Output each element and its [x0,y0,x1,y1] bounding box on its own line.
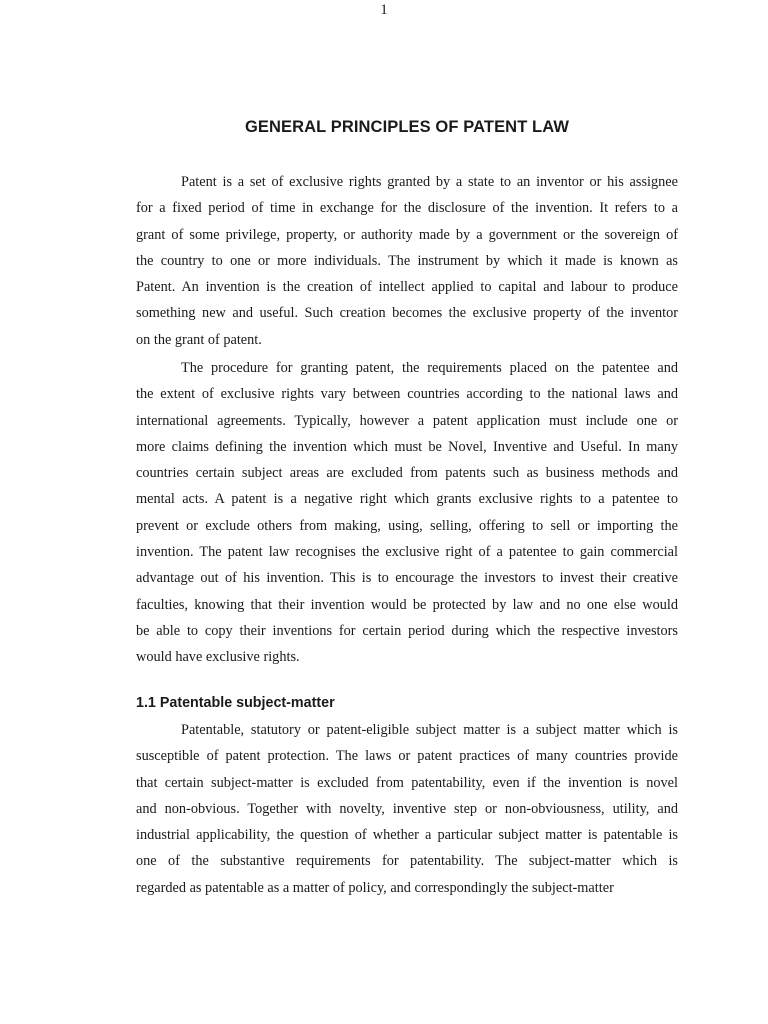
paragraph-line: the extent of exclusive rights vary between countries according to the national laws and [136,386,678,403]
paragraph-line: international agreements. Typically, however a patent application must include one or [136,412,678,429]
paragraph-line: for a fixed period of time in exchange for the disclosure of the invention. It refers to a [136,200,678,217]
paragraph-line: one of the substantive requirements for patentability. The subject-matter which is [136,853,678,870]
paragraph-subject-matter [136,691,678,901]
paragraph-line: The procedure for granting patent, the requirements placed on the patentee and [181,360,678,376]
paragraph-line: be able to copy their inventions for certain period during which the respective investors [136,622,678,639]
paragraph-line: something new and useful. Such creation becomes the exclusive property of the inventor [136,305,678,322]
paragraph-line: would have exclusive rights. [136,649,300,666]
paragraph-line: Patent. An invention is the creation of intellect applied to capital and labour to produce [136,279,678,296]
paragraph-line: regarded as patentable as a matter of policy, and correspondingly the subject-matter [136,879,614,896]
paragraph-line: prevent or exclude others from making, using, selling, offering to sell or importing the [136,517,678,534]
paragraph-line: and non-obvious. Together with novelty, inventive step or non-obviousness, utility, and [136,800,678,817]
paragraph-line: countries certain subject areas are excluded from patents such as business methods and [136,465,678,482]
paragraph-intro [136,169,678,353]
paragraph-procedure [136,355,678,671]
paragraph-line: more claims defining the invention which must be Novel, Inventive and Useful. In many [136,438,678,455]
paragraph-line: Patent is a set of exclusive rights granted by a state to an inventor or his assignee [181,174,678,190]
paragraph-line: industrial applicability, the question of whether a particular subject matter is patentable is [136,827,678,844]
paragraph-line: mental acts. A patent is a negative right which grants exclusive rights to a patentee to [136,491,678,508]
section-heading: 1.1 Patentable subject-matter [136,695,335,711]
paragraph-line: susceptible of patent protection. The laws or patent practices of many countries provide [136,748,678,765]
paragraph-line: Patentable, statutory or patent-eligible subject matter is a subject matter which is [181,722,678,738]
paragraph-line: the country to one or more individuals. The instrument by which it made is known as [136,252,678,269]
paragraph-line: advantage out of his invention. This is to encourage the investors to invest their creative [136,570,678,587]
page-number: 1 [380,2,388,18]
paragraph-line: on the grant of patent. [136,331,262,348]
paragraph-line: invention. The patent law recognises the exclusive right of a patentee to gain commercial [136,544,678,561]
paragraph-line: faculties, knowing that their invention would be protected by law and no one else would [136,596,678,613]
document-title: GENERAL PRINCIPLES OF PATENT LAW [244,118,570,136]
paragraph-line: that certain subject-matter is excluded from patentability, even if the invention is novel [136,774,678,791]
paragraph-line: grant of some privilege, property, or authority made by a government or the sovereign of [136,226,678,243]
